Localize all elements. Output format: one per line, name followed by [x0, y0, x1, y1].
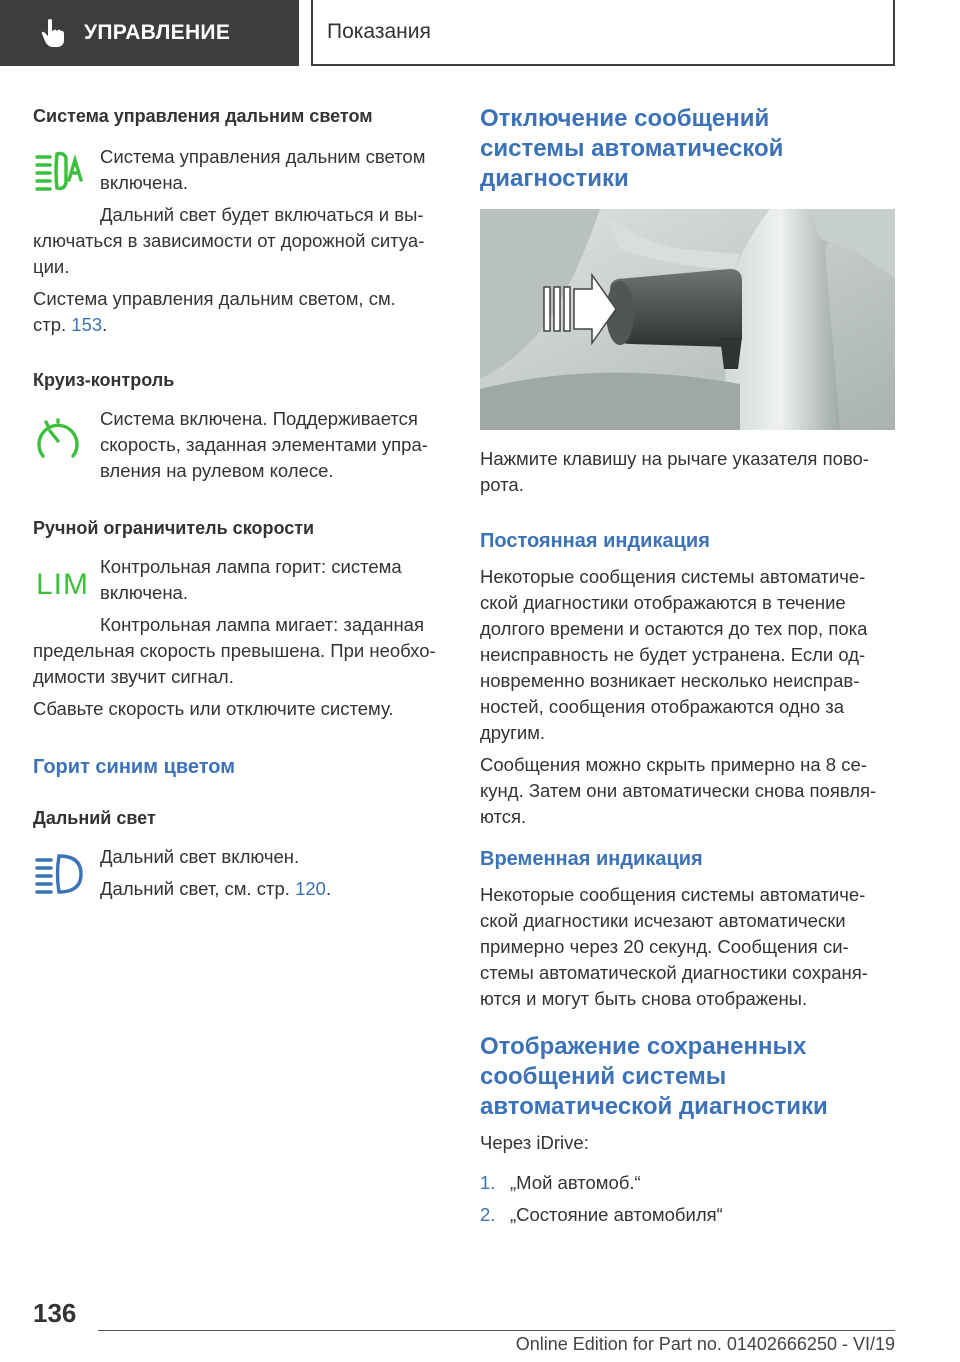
cruise-text-2: скорость, заданная элементами упра- — [100, 434, 428, 455]
page-link-120[interactable]: 120 — [295, 878, 326, 899]
hba-text-1b: включена. — [100, 172, 188, 193]
high-beam-text-1: Дальний свет включен. — [100, 846, 300, 867]
limiter-text-2a: Контрольная лампа мигает: заданная — [100, 614, 424, 635]
cruise-text-3: вления на рулевом колесе. — [100, 460, 334, 481]
hba-text-1a: Система управления дальним светом — [100, 146, 426, 167]
temporary-heading: Временная индикация — [480, 848, 703, 870]
section-tab[interactable] — [0, 0, 299, 66]
hba-title: Система управления дальним светом — [33, 106, 373, 126]
perm-line-1: Некоторые сообщения системы автоматиче- — [480, 566, 866, 587]
temp-line-3: примерно через 20 секунд. Сообщения си- — [480, 936, 849, 957]
caption-2: рота. — [480, 474, 524, 495]
disable-heading-3: диагностики — [480, 165, 629, 192]
limiter-text-1a: Контрольная лампа горит: система — [100, 556, 402, 577]
hba-text-2a: Дальний свет будет включаться и вы- — [100, 204, 424, 225]
turn-signal-lever-photo — [480, 209, 895, 430]
temp-line-2: ской диагностики исчезают автоматически — [480, 910, 846, 931]
hide-line-2: кунд. Затем они автоматически снова появля- — [480, 780, 877, 801]
subsection-box — [311, 0, 895, 66]
show-heading-2: сообщений системы — [480, 1063, 727, 1090]
speed-limiter-icon: LIM — [36, 568, 90, 601]
temp-line-4: стемы автоматической диагностики сохраня- — [480, 962, 868, 983]
hba-text-3a: Система управления дальним светом, см. — [33, 288, 396, 309]
edition-text: Online Edition for Part no. 01402666250 - VI/19 — [515, 1334, 895, 1354]
limiter-text-1b: включена. — [100, 582, 188, 603]
temp-line-1: Некоторые сообщения системы автоматиче- — [480, 884, 866, 905]
cruise-control-icon — [35, 418, 81, 464]
hba-text-3b: стр. 153. — [33, 314, 108, 335]
show-heading-3: автоматической диагностики — [480, 1093, 828, 1120]
hba-text-2c: ции. — [33, 256, 70, 277]
perm-line-5: новременно возникает несколько неисправ- — [480, 670, 860, 691]
lever-illustration — [480, 209, 895, 430]
step-2-number: 2. — [480, 1204, 496, 1225]
section-label: УПРАВЛЕНИЕ — [84, 21, 231, 44]
hide-line-3: ются. — [480, 806, 527, 827]
via-idrive: Через iDrive: — [480, 1132, 589, 1153]
high-beam-assist-icon — [33, 150, 85, 192]
step-1-text[interactable]: „Мой автомоб.“ — [510, 1172, 641, 1193]
permanent-heading: Постоянная индикация — [480, 530, 710, 552]
hide-line-1: Сообщения можно скрыть примерно на 8 се- — [480, 754, 867, 775]
perm-line-3: долгого времени и остаются до тех пор, пока — [480, 618, 868, 639]
cruise-title: Круиз-контроль — [33, 370, 175, 390]
high-beam-text-2: Дальний свет, см. стр. 120. — [100, 878, 332, 899]
temp-line-5: ются и могут быть снова отображены. — [480, 988, 808, 1009]
limiter-text-2b: предельная скорость превышена. При необхо- — [33, 640, 436, 661]
blue-lights-heading: Горит синим цветом — [33, 756, 236, 778]
page-link-153[interactable]: 153 — [71, 314, 103, 335]
show-heading-1: Отображение сохраненных — [480, 1033, 807, 1060]
step-2-text[interactable]: „Состояние автомобиля“ — [510, 1204, 723, 1225]
high-beam-title: Дальний свет — [33, 808, 156, 828]
step-1-number: 1. — [480, 1172, 496, 1193]
perm-line-4: неисправность не будет устранена. Если од- — [480, 644, 866, 665]
perm-line-2: ской диагностики отображаются в течение — [480, 592, 846, 613]
limiter-text-2c: димости звучит сигнал. — [33, 666, 234, 687]
limiter-title: Ручной ограничитель скорости — [33, 518, 315, 538]
hba-text-2b: ключаться в зависимости от дорожной ситуа- — [33, 230, 425, 251]
disable-heading-1: Отключение сообщений — [480, 105, 770, 132]
cruise-text-1: Система включена. Поддерживается — [100, 408, 418, 429]
caption-1: Нажмите клавишу на рычаге указателя пово- — [480, 448, 869, 469]
hand-pointer-icon — [40, 18, 66, 48]
limiter-text-3: Сбавьте скорость или отключите систему. — [33, 698, 394, 719]
high-beam-icon — [33, 852, 85, 896]
subsection-label: Показания — [327, 20, 431, 43]
perm-line-6: ностей, сообщения отображаются одно за — [480, 696, 845, 717]
perm-line-7: другим. — [480, 722, 546, 743]
footer-rule — [98, 1330, 895, 1331]
page-number: 136 — [33, 1298, 77, 1328]
disable-heading-2: системы автоматической — [480, 135, 784, 162]
